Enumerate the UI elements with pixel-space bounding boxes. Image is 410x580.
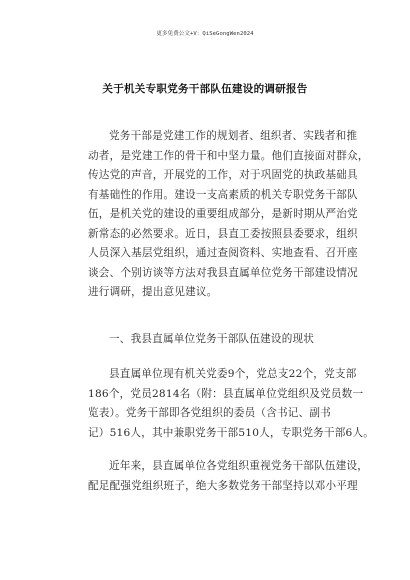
paragraph-line: 县直属单位现有机关党委9个，党总支22个，党支部 <box>109 368 357 380</box>
header-note: 更多免费公文+V：QiSeGongWen2024 <box>156 31 254 37</box>
paragraph-line: 伍，是机关党的建设的重要组成部分，是新时期从严治党 <box>88 208 358 220</box>
paragraph-line: 动者，是党建工作的骨干和中坚力量。他们直接面对群众， <box>88 149 369 162</box>
paragraph-line: 人员深入基层党组织，通过查阅资料、实地查看、召开座 <box>88 247 358 259</box>
paragraph-line: 配足配强党组织班子，绝大多数党务干部坚持以邓小平理 <box>88 479 358 492</box>
paragraph-line: 新常态的必然要求。近日，县直工委按照县委要求，组织 <box>88 227 358 240</box>
section-heading: 一、我县直属单位党务干部队伍建设的现状 <box>109 333 315 345</box>
document-title: 关于机关专职党务干部队伍建设的调研报告 <box>102 83 308 95</box>
paragraph-line: 记）516人，其中兼职党务干部510人，专职党务干部6人。 <box>88 426 375 439</box>
paragraph-line: 谈会、个别访谈等方法对我县直属单位党务干部建设情况 <box>88 266 358 279</box>
paragraph-line: 传达党的声音，开展党的工作，对于巩固党的执政基础具 <box>88 169 358 181</box>
paragraph-status <box>88 365 375 443</box>
paragraph-line: 览表）。党务干部即各党组织的委员（含书记、副书 <box>88 407 331 419</box>
paragraph-line: 186个，党员2814名（附：县直属单位党组织及党员数一 <box>88 387 364 400</box>
paragraph-line: 有基础性的作用。建设一支高素质的机关专职党务干部队 <box>88 188 358 201</box>
paragraph-intro <box>88 127 369 303</box>
paragraph-line: 党务干部是党建工作的规划者、组织者、实践者和推 <box>109 130 358 142</box>
paragraph-recent <box>88 457 369 496</box>
paragraph-line: 进行调研，提出意见建议。 <box>88 286 218 298</box>
paragraph-line: 近年来，县直属单位各党组织重视党务干部队伍建设， <box>109 460 369 472</box>
